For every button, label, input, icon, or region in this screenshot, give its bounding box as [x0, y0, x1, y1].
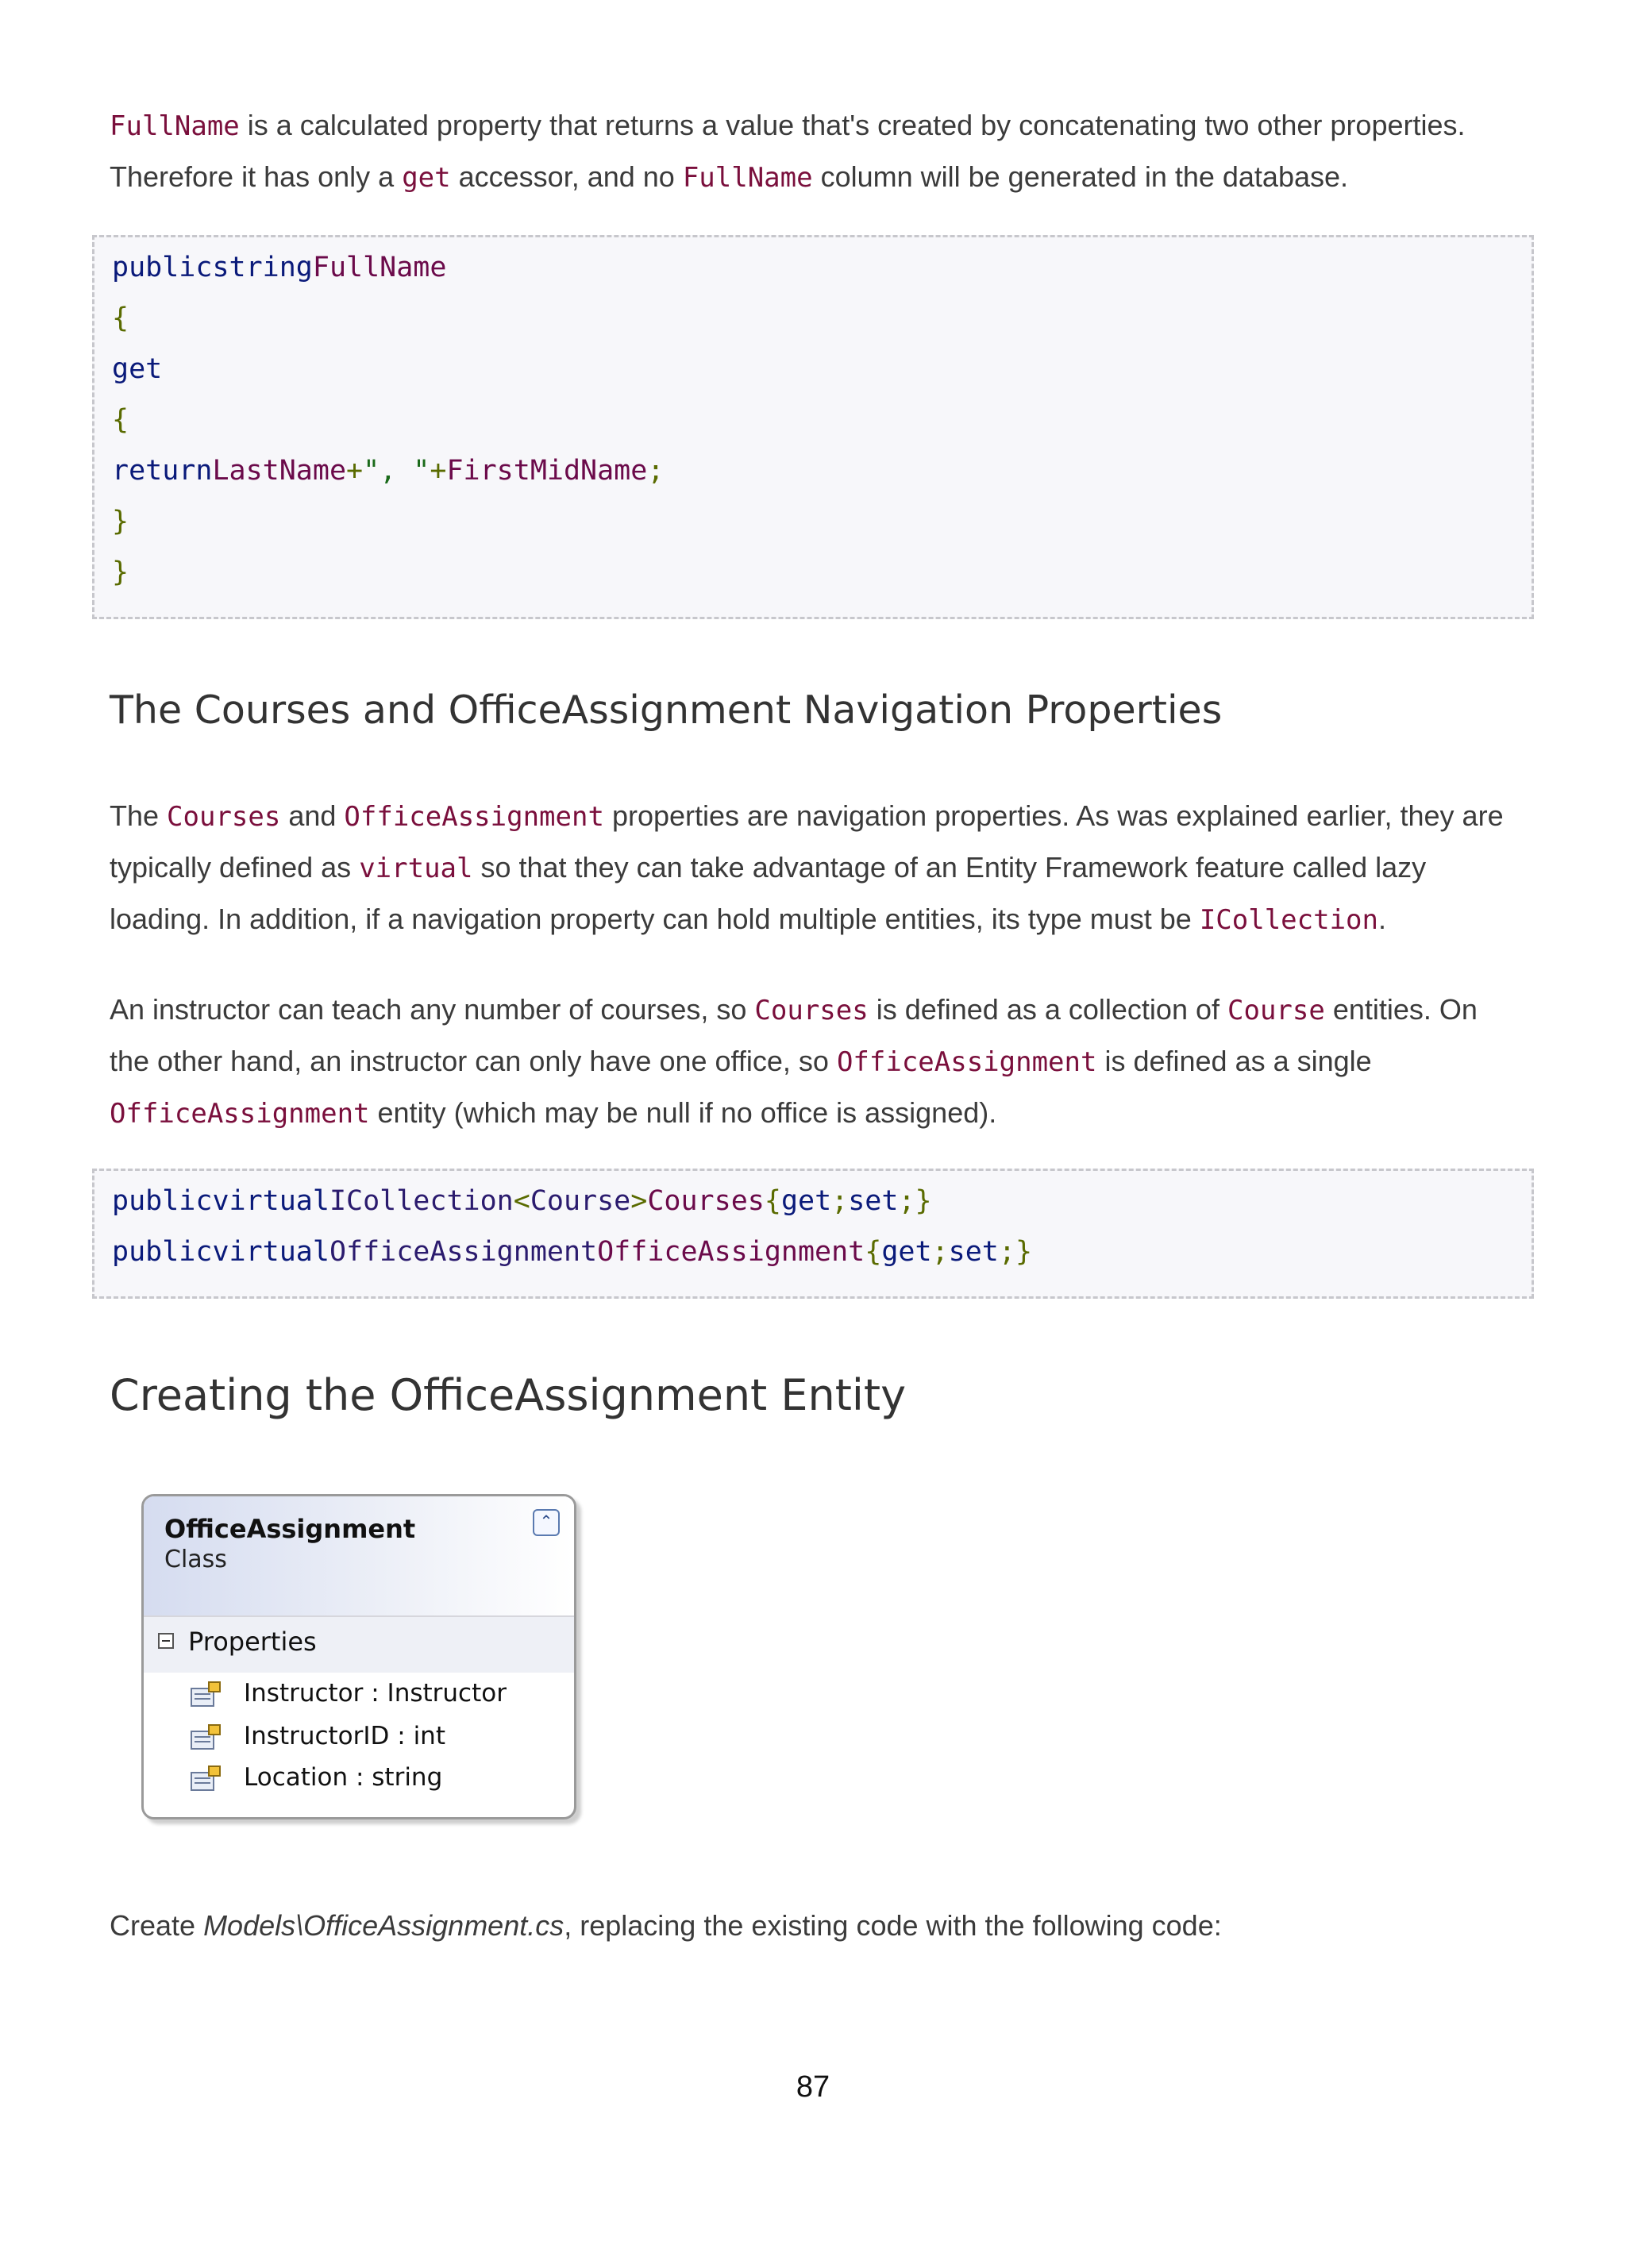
code-token: Courses [647, 1185, 765, 1217]
collapse-icon[interactable]: ⌃ [533, 1509, 560, 1536]
code-token: get [881, 1236, 932, 1268]
property-icon [190, 1681, 222, 1709]
navigation-paragraph [110, 791, 1523, 945]
code-token: virtual [212, 1185, 329, 1217]
code-token: public [112, 1185, 213, 1217]
inline-code: Courses [167, 801, 281, 833]
code-line [112, 242, 1532, 293]
code-token: ; [998, 1236, 1015, 1268]
code-token: + [346, 455, 364, 487]
inline-code: OfficeAssignment [110, 1098, 370, 1130]
section-label: Properties [188, 1627, 317, 1657]
paragraph-text: accessor, and no [450, 160, 683, 193]
code-token: FullName [312, 252, 447, 283]
paragraph-text: An instructor can teach any number of courses, so [110, 993, 755, 1026]
code-token: { [764, 1185, 781, 1217]
code-token: get [780, 1185, 832, 1217]
paragraph-text: . [1377, 903, 1386, 935]
code-token: ", " [363, 455, 430, 487]
class-diagram-header [144, 1496, 574, 1617]
code-line: { [112, 302, 129, 334]
property-item [144, 1760, 574, 1801]
property-icon [190, 1765, 222, 1793]
paragraph-text: is a calculated property that returns a value that's created by concatenating two other properties. Therefore it has only a [110, 109, 1466, 193]
code-token: set [948, 1236, 999, 1268]
code-token: Course [530, 1185, 631, 1217]
code-token: ; [831, 1185, 849, 1217]
section-heading: The Courses and OfficeAssignment Navigation Properties [110, 687, 1223, 733]
file-path: Models\OfficeAssignment.cs [203, 1909, 564, 1942]
code-line: { [112, 404, 129, 436]
code-token: public [112, 1236, 213, 1268]
code-token: LastName [212, 455, 347, 487]
property-item [144, 1719, 574, 1760]
inline-code: ICollection [1199, 904, 1378, 936]
code-token: ; [931, 1236, 949, 1268]
inline-code: Courses [754, 995, 869, 1026]
paragraph-text: column will be generated in the database. [812, 160, 1349, 193]
paragraph-text: is defined as a collection of [868, 993, 1227, 1026]
paragraph-text: entity (which may be null if no office is assigned). [369, 1096, 997, 1129]
inline-code: FullName [682, 162, 813, 194]
code-token: return [112, 455, 213, 487]
class-name: OfficeAssignment [164, 1514, 416, 1544]
class-kind: Class [164, 1546, 227, 1573]
code-token: ; [647, 455, 665, 487]
inline-code: virtual [359, 853, 473, 884]
code-line: get [112, 353, 163, 385]
paragraph-text: The [110, 799, 168, 832]
paragraph-text: entities. On the other hand, an instructor can only have one office, so [110, 993, 1478, 1077]
instructor-paragraph [110, 984, 1523, 1139]
code-token: string [212, 252, 313, 283]
code-token: FirstMidName [446, 455, 648, 487]
property-label: Instructor : Instructor [244, 1679, 507, 1708]
code-line [112, 1226, 1532, 1277]
inline-code: OfficeAssignment [836, 1046, 1097, 1078]
code-token: set [848, 1185, 899, 1217]
code-block-navigation [92, 1169, 1534, 1299]
code-line [112, 1176, 1532, 1226]
paragraph-text: so that they can take advantage of an Entity Framework feature called lazy loading. In addition, if a navigation property can hold multiple entities, its type must be [110, 851, 1427, 935]
property-icon [190, 1723, 222, 1752]
code-block-fullname [92, 235, 1534, 619]
inline-code: Course [1227, 995, 1325, 1026]
paragraph-text: , replacing the existing code with the following code: [564, 1909, 1222, 1942]
code-line: } [112, 556, 129, 588]
code-token: < [513, 1185, 530, 1217]
code-token: OfficeAssignment [329, 1236, 598, 1268]
collapse-minus-icon[interactable] [158, 1633, 174, 1649]
code-token: ; [898, 1185, 915, 1217]
code-line [112, 445, 1532, 496]
code-token: > [630, 1185, 648, 1217]
paragraph-text: is defined as a single [1096, 1045, 1372, 1077]
paragraph-text: Create [110, 1909, 204, 1942]
inline-code: FullName [110, 110, 240, 142]
code-token: } [1015, 1236, 1033, 1268]
code-token: ICollection [329, 1185, 514, 1217]
code-token: virtual [212, 1236, 329, 1268]
code-token: } [915, 1185, 932, 1217]
section-heading: Creating the OfficeAssignment Entity [110, 1370, 907, 1420]
inline-code: OfficeAssignment [344, 801, 604, 833]
property-label: Location : string [244, 1763, 443, 1792]
paragraph-text: properties are navigation properties. As was explained earlier, they are typically defined as [110, 799, 1504, 884]
code-line: } [112, 506, 129, 537]
code-token: public [112, 252, 213, 283]
paragraph-text: and [280, 799, 345, 832]
properties-section-header[interactable] [144, 1617, 574, 1673]
class-diagram-box [141, 1494, 576, 1819]
code-token: + [430, 455, 447, 487]
page-number: 87 [796, 2070, 830, 2104]
inline-code: get [402, 162, 451, 194]
closing-paragraph [110, 1900, 1523, 1951]
code-token: OfficeAssignment [597, 1236, 865, 1268]
property-item [144, 1676, 574, 1717]
intro-paragraph [110, 100, 1523, 203]
code-token: { [865, 1236, 882, 1268]
property-label: InstructorID : int [244, 1722, 445, 1750]
